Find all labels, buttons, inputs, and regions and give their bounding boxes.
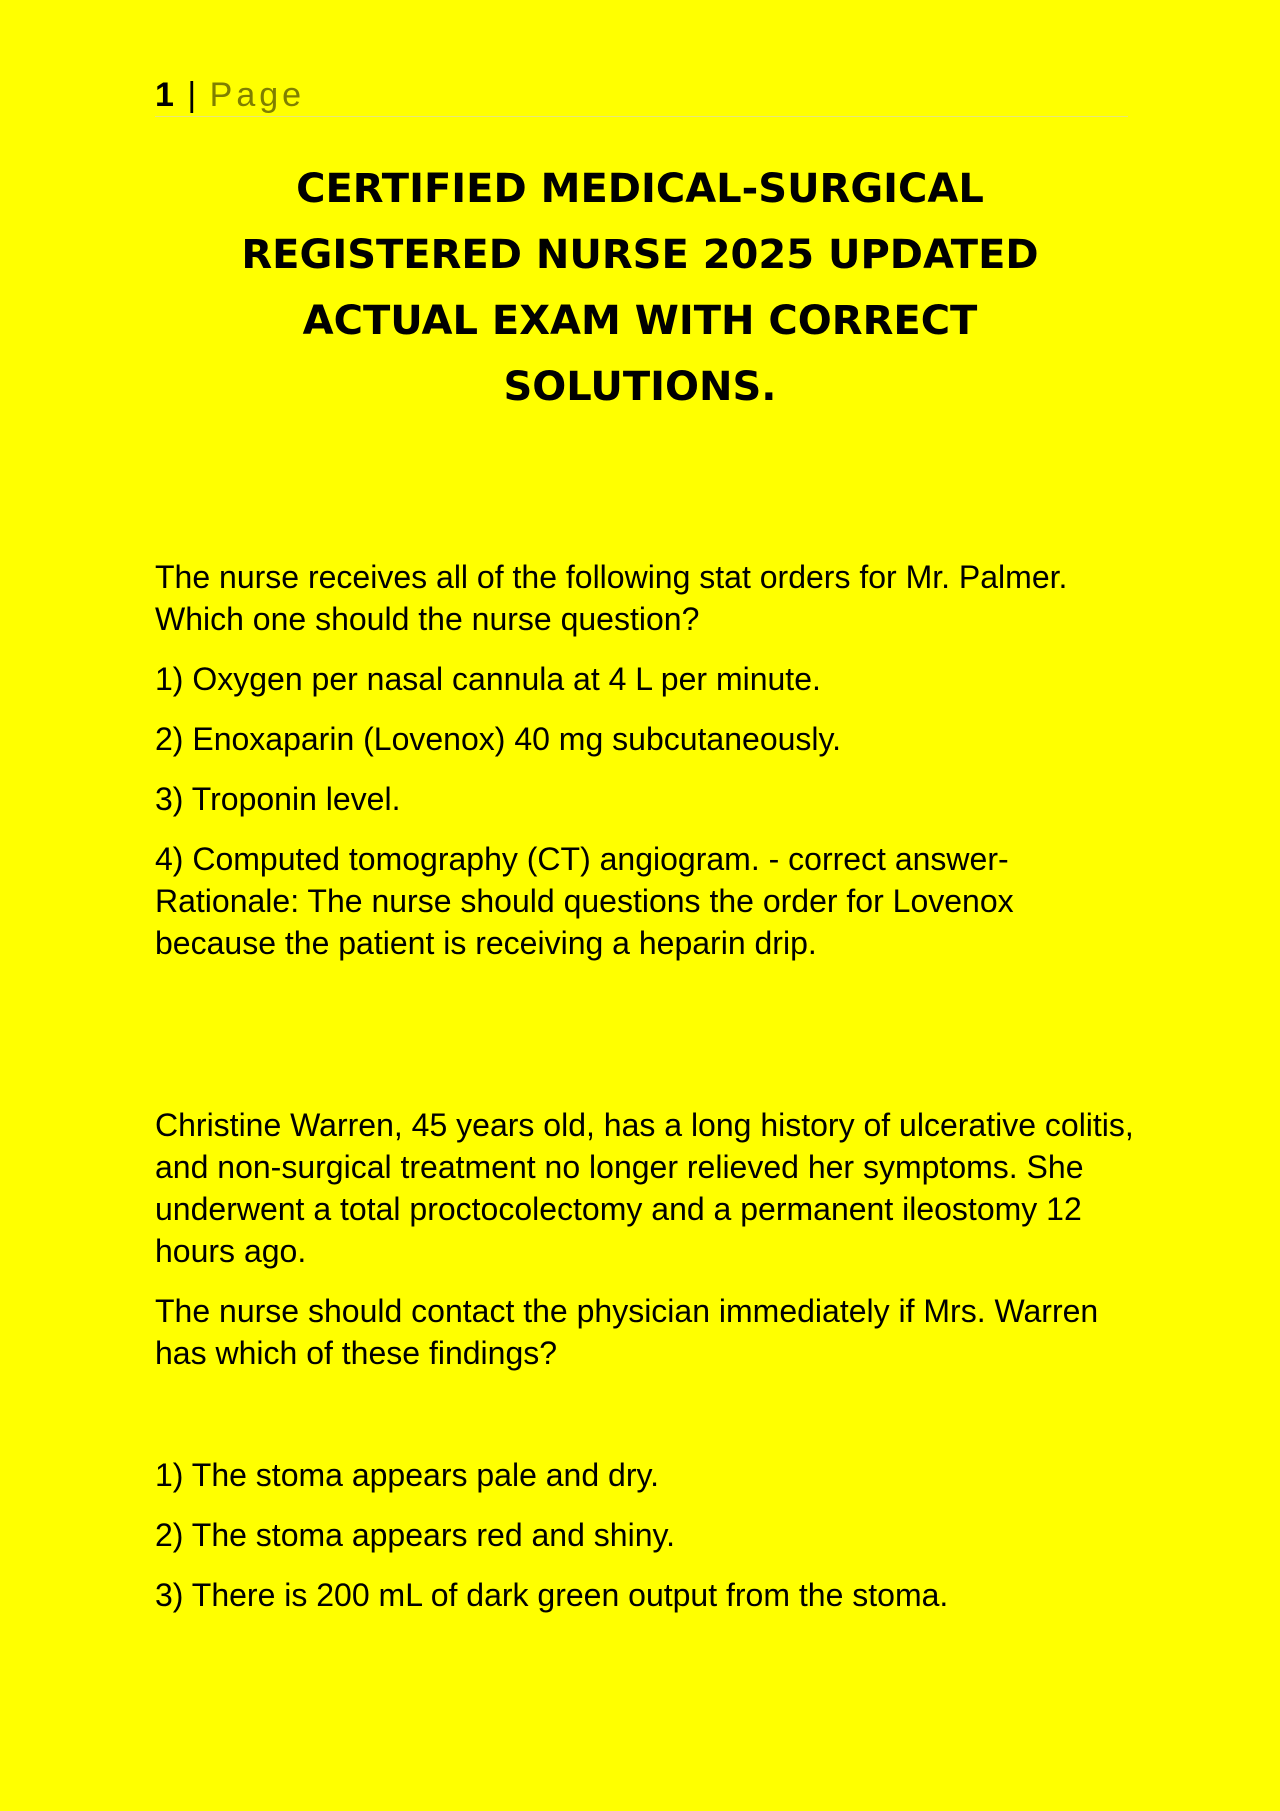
- page-separator: |: [187, 76, 197, 114]
- question-2-option: 2) The stoma appears red and shiny.: [155, 1517, 675, 1553]
- question-2-option: 1) The stoma appears pale and dry.: [155, 1457, 659, 1493]
- title-line: REGISTERED NURSE 2025 UPDATED: [241, 232, 1039, 278]
- question-1: [155, 556, 1135, 964]
- question-1-option: 1) Oxygen per nasal cannula at 4 L per minute.: [155, 661, 821, 697]
- page-number: 1: [155, 76, 174, 114]
- title-line: SOLUTIONS.: [503, 364, 777, 410]
- question-2-options: [155, 1454, 1135, 1616]
- question-1-stem: The nurse receives all of the following stat orders for Mr. Palmer. Which one should the nurse question?: [155, 559, 1068, 637]
- page-header: [155, 74, 1128, 117]
- question-1-option: 3) Troponin level.: [155, 781, 401, 817]
- question-1-answer: 4) Computed tomography (CT) angiogram. - correct answer-Rationale: The nurse should questions the order for Lovenox because the patient is receiving a heparin drip.: [155, 841, 1014, 961]
- page-label: Page: [209, 76, 306, 114]
- document-title: [160, 156, 1120, 420]
- title-line: ACTUAL EXAM WITH CORRECT: [302, 298, 978, 344]
- question-2-stem: The nurse should contact the physician immediately if Mrs. Warren has which of these findings?: [155, 1293, 1099, 1371]
- question-2: [155, 1104, 1135, 1374]
- question-2-scenario: Christine Warren, 45 years old, has a long history of ulcerative colitis, and non-surgical treatment no longer relieved her symptoms. She underwent a total proctocolectomy and a permanent ileostomy 12 hours ago.: [155, 1107, 1134, 1269]
- question-1-option: 2) Enoxaparin (Lovenox) 40 mg subcutaneously.: [155, 721, 842, 757]
- title-line: CERTIFIED MEDICAL-SURGICAL: [296, 166, 984, 212]
- question-2-option: 3) There is 200 mL of dark green output from the stoma.: [155, 1577, 949, 1613]
